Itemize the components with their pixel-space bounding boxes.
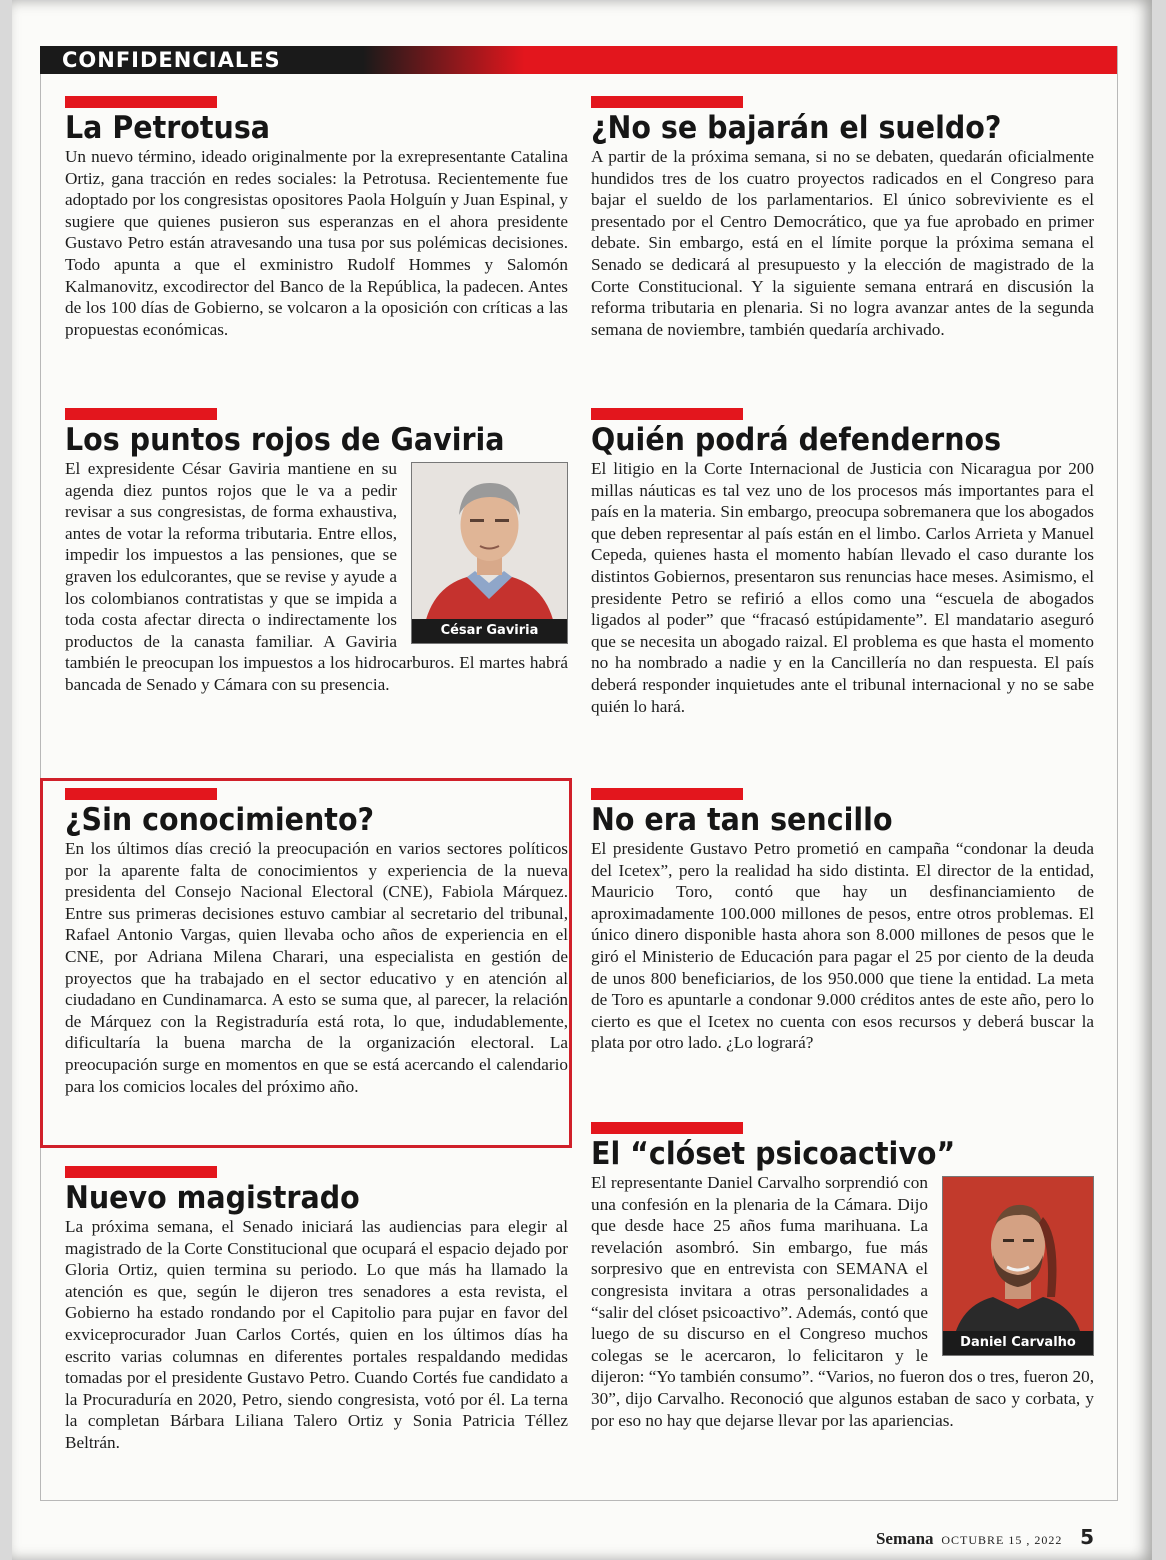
article-title: El “clóset psicoactivo” [591,1136,956,1172]
accent-bar [65,96,217,108]
portrait-image [943,1177,1093,1355]
article-title: ¿Sin conocimiento? [65,802,375,838]
issue-date: OCTUBRE 15 , 2022 [941,1533,1063,1547]
photo-caption: Daniel Carvalho [943,1331,1093,1355]
article-title: Nuevo magistrado [65,1180,360,1216]
article-no-era-tan-sencillo [591,788,1094,1054]
article-petrotusa [65,96,568,340]
photo-daniel-carvalho [942,1176,1094,1356]
article-body: La próxima semana, el Senado iniciará las audiencias para elegir al magistrado de la Corte Constitucional que ocupará el espacio dejado por Gloria Ortiz, quien termina su periodo. Lo que más ha llamado la atención es que, según le dijeron tres senadores a esta revista, el Gobierno ha estado rondando por el Capitolio para pujar en favor del exviceprocurador Juan Carlos Cortés, quien en los últimos días ha escrito varias columnas en diferentes portales respaldando medidas tomadas por el presidente Gustavo Petro. Cuando Cortés fue candidato a la Procuraduría en 2020, Petro, siendo congresista, votó por él. La terna la completan Bárbara Liliana Talero Ortiz y Sonia Patricia Téllez Beltrán. [65,1217,568,1452]
article-body: A partir de la próxima semana, si no se debaten, quedarán oficialmente hundidos tres de los cuatro proyectos radicados en el Congreso para bajar el sueldo de los parlamentarios. El único sobreviviente es el presentado por el Centro Democrático, que ya fue aprobado en primer debate. Sin embargo, está en el límite porque la próxima semana el Senado se dedicará al presupuesto y la elección de magistrado de la Corte Constitucional. Y la siguiente semana entrará en discusión la reforma tributaria en plenaria. Si no logra avanzar antes de la segunda semana de noviembre, también quedaría archivado. [591,147,1094,339]
accent-bar [591,788,743,800]
article-closet-psicoactivo [591,1122,1094,1431]
accent-bar [591,1122,743,1134]
highlight-frame [40,778,572,1148]
section-title: CONFIDENCIALES [62,48,281,72]
accent-bar [65,1166,217,1178]
photo-cesar-gaviria [411,462,568,644]
accent-bar [591,96,743,108]
article-body: En los últimos días creció la preocupación en varios sectores políticos por la aparente falta de conocimientos y experiencia de la nueva presidenta del Consejo Nacional Electoral (CNE), Fabiola Márquez. Entre sus primeras decisiones estuvo cambiar al secretario del tribunal, Rafael Antonio Vargas, quien llevaba ocho años de experiencia en el CNE, por Adriana Milena Charari, una especialista en gestión de proyectos que ha trabajado en el sector educativo y en atención al ciudadano en Cundinamarca. A esto se suma que, al parecer, la relación de Márquez con la Registraduría está rota, lo que, indudablemente, dificultaría la buena marcha de la organización electoral. La preocupación surge en momentos en que se está acercando el calendario para los comicios locales del próximo año. [65,839,568,1096]
article-defendernos [591,408,1094,717]
portrait-image [412,463,567,643]
article-title: Quién podrá defendernos [591,422,1002,458]
article-body: El presidente Gustavo Petro prometió en campaña “condonar la deuda del Icetex”, pero la realidad ha sido distinta. El director de la entidad, Mauricio Toro, contó que hay un desfinanciamiento de aproximadamente 100.000 millones de pesos, entre otros problemas. El único dinero disponible hasta ahora son 8.000 millones de pesos que le giró el Ministerio de Educación para pagar el 25 por ciento de la deuda de unos 800 beneficiarios, de los 950.000 que tiene la entidad. La meta de Toro es apuntarle a condonar 9.000 créditos antes de este año, pero lo cierto es que el Icetex no cuenta con esos recursos y deberá buscar la plata por otro lado. ¿Lo logrará? [591,839,1094,1053]
article-gaviria [65,408,568,696]
photo-caption: César Gaviria [412,619,567,643]
article-body: El expresidente César Gaviria mantiene en su agenda diez puntos rojos que le va a pedir revisar a sus congresistas, de forma exhaustiva, antes de votar la reforma tributaria. Entre ellos, impedir los impuestos a las pensiones, que se graven los edulcorantes, que se revise y ayude a los colombianos contratistas y que se impida a toda costa afectar directa o indirectamente los productos de la canasta familiar. A Gaviria también le preocupan los impuestos a los hidrocarburos. El martes habrá bancada de Senado y Cámara con su presencia. [65,459,568,694]
section-header-bar [40,46,1117,74]
magazine-brand: Semana [875,1529,934,1548]
article-body: El litigio en la Corte Internacional de Justicia con Nicaragua por 200 millas náuticas es tal vez uno de los procesos más importantes para el país en la materia. Sin embargo, preocupa sobremanera que los abogados que deben representar al país están en el limbo. Carlos Arrieta y Manuel Cepeda, quienes hasta el momento habían llevado el caso durante los distintos Gobiernos, presentaron sus renuncias hace meses. Asimismo, el presidente Petro se refirió a ellos como una “escuela de abogados ligados al poder” que “fracasó estúpidamente”. El mandatario aseguró que se necesita un abogado raizal. El problema es que hasta el momento no ha nombrado a nadie y en la Cancillería no dan respuesta. El país deberá responder inquietudes ante el tribunal internacional y no se sabe quién lo hará. [591,459,1094,716]
article-body: Un nuevo término, ideado originalmente por la exrepresentante Catalina Ortiz, gana tracción en redes sociales: la Petrotusa. Recientemente fue adoptado por los congresistas opositores Paola Holguín y Juan Espinal, y sugiere que quienes pusieron sus esperanzas en el ahora presidente Gustavo Petro están atravesando una tusa por sus polémicas decisiones. Todo apunta a que el exministro Rudolf Hommes y Salomón Kalmanovitz, excodirector del Banco de la República, la padecen. Antes de los 100 días de Gobierno, se volcaron a la oposición con críticas a las propuestas económicas. [65,147,568,339]
article-body: El representante Daniel Carvalho sorprendió con una confesión en la plenaria de la Cámara. Dijo que desde hace 25 años fuma marihuana. La revelación asombró. Sin embargo, fue más sorpresivo que en entrevista con SEMANA el congresista invitara a otras personalidades a “salir del clóset psicoactivo”. Además, contó que luego de su discurso en el Congreso muchos colegas se le acercaron, lo felicitaron y le dijeron: “Yo también consumo”. “Varios, no fueron dos o tres, fueron 20, 30”, dijo Carvalho. Reconoció que algunos estaban de saco y corbata, y por eso no hay que dejarse llevar por las apariencias. [591,1173,1094,1430]
article-title: No era tan sencillo [591,802,893,838]
accent-bar [591,408,743,420]
article-sueldo [591,96,1094,340]
article-title: ¿No se bajarán el sueldo? [591,110,1002,146]
article-title: La Petrotusa [65,110,271,146]
article-title: Los puntos rojos de Gaviria [65,422,505,458]
article-nuevo-magistrado [65,1166,568,1454]
accent-bar [65,408,217,420]
page-footer [876,1525,1094,1549]
page-number: 5 [1080,1525,1094,1549]
